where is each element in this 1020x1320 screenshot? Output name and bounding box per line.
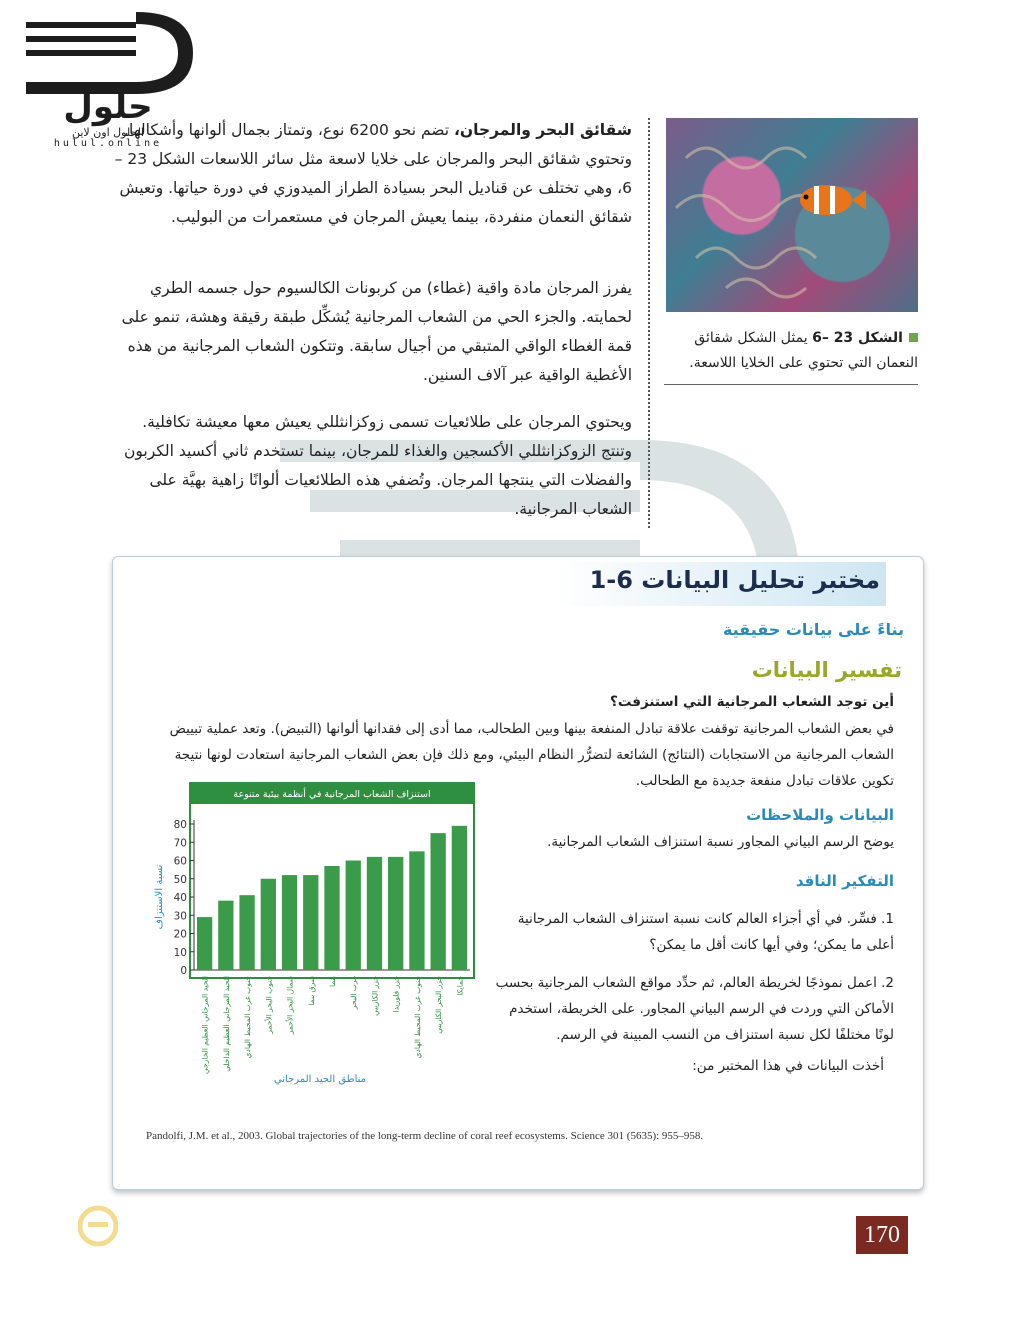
y-tick-label: 0 [180, 965, 187, 977]
x-tick-label: شرق بنما [306, 976, 316, 1006]
x-axis-label: مناطق الحيد المرجاني [273, 1074, 367, 1085]
caption-marker-icon [909, 333, 918, 342]
y-tick-label: 20 [173, 928, 187, 941]
logo-latin: hulul.online [53, 138, 163, 148]
clownfish-icon [666, 118, 918, 312]
depletion-bar-chart [150, 782, 480, 1092]
y-tick-label: 70 [173, 837, 187, 850]
x-tick-label: جنوب غرب المحيط الهادي [243, 976, 253, 1059]
chart-bar [218, 901, 233, 970]
x-tick-label: جنوب غرب المحيط الهادي [412, 976, 422, 1059]
critical-question-1: 1. فسِّر. في أي أجزاء العالم كانت نسبة استنزاف الشعاب المرجانية أعلى ما يمكن؛ وفي أيها كانت أقل ما يمكن؟ [517, 911, 894, 953]
chart-bar [367, 857, 382, 970]
chart-title: استنزاف الشعاب المرجانية في أنظمة بيئية متنوعة [233, 789, 431, 800]
y-tick-label: 50 [173, 873, 187, 886]
x-tick-label: غرب البحر [349, 976, 359, 1010]
x-tick-label: جمايكا [455, 976, 465, 996]
y-tick-label: 40 [173, 892, 187, 904]
chart-bar [409, 851, 424, 970]
y-tick-label: 30 [173, 910, 187, 923]
x-tick-label: الحيد المرجاني العظيم الخارجي [200, 976, 210, 1075]
footer-logo-icon [78, 1196, 118, 1256]
x-tick-label: شمال البحر الأحمر [285, 976, 295, 1035]
intro-text-1: تضم نحو 6200 نوع، وتمتاز بجمال ألوانها وأشكالها. وتحتوي شقائق البحر والمرجان على خلايا لاسعة مثل سائر اللاسعات الشكل 23 –6، وهي تختلف عن قناديل البحر بسيادة الطراز الميدوزي في دورة حياتها. وتعيش شقائق النعمان منفردة، بينما يعيش المرجان في مستعمرات من البوليب. [114, 121, 632, 226]
chart-bar [261, 879, 276, 970]
data-text: يوضح الرسم البياني المجاور نسبة استنزاف الشعاب المرجانية. [547, 834, 894, 850]
caption-label: الشكل 23 –6 [812, 330, 903, 346]
data-source-label: أخذت البيانات في هذا المختبر من: [692, 1058, 884, 1074]
chart-bar [431, 833, 446, 970]
lab-question: أين توجد الشعاب المرجانية التي استنزفت؟ [610, 694, 894, 710]
figure-caption [664, 326, 918, 376]
reference-citation: Pandolfi, J.M. et al., 2003. Global trajectories of the long-term decline of coral reef ecosystems. Science 301 (5635): 955–958. [146, 1130, 704, 1142]
caption-text: يمثل الشكل شقائق النعمان التي تحتوي على الخلايا اللاسعة. [689, 330, 918, 371]
chart-bar [282, 875, 297, 970]
caption-rule [664, 384, 918, 385]
x-tick-label: الحيد المرجاني العظيم الداخلي [221, 976, 231, 1072]
x-tick-label: بنما [328, 976, 337, 987]
y-tick-label: 10 [173, 946, 187, 959]
chart-bar [197, 917, 212, 970]
lab-title: مختبر تحليل البيانات 6-1 [589, 566, 880, 594]
critical-heading: التفكير الناقد [795, 872, 894, 890]
x-tick-label: جزر الكاريبي [370, 976, 380, 1016]
data-heading: البيانات والملاحظات [746, 806, 894, 824]
lab-subtitle: بناءً على بيانات حقيقية [722, 620, 904, 639]
chart-bar [303, 875, 318, 970]
x-tick-label: جزر البحر الكاريبي [434, 976, 444, 1034]
y-axis-label: نسبة الاستنزاف [154, 864, 165, 930]
y-tick-label: 80 [173, 819, 187, 831]
page-number: 170 [856, 1216, 908, 1254]
lab-paragraph: في بعض الشعاب المرجانية توقفت علاقة تبادل المنفعة بينها وبين الطحالب، مما أدى إلى فقدانها ألوانها (التبيض). وتعد عملية تبييض الشعاب المرجانية من الاستجابات (النتائج) الشائعة لتضرُّر النظام البيئي، ومع ذلك فإن بعض الشعاب المرجانية استعادت لونها نتيجة تكوين علاقات تبادل منفعة جديدة مع الطحالب. [169, 721, 894, 789]
chart-bar [239, 895, 254, 970]
intro-bold-term: شقائق البحر والمرجان، [454, 121, 632, 139]
intro-paragraph-1 [112, 116, 632, 232]
x-tick-label: جزر فلوريدا [391, 976, 401, 1013]
x-tick-label: جنوب البحر الأحمر [264, 976, 274, 1034]
logo-brand-text: حلول [63, 87, 153, 127]
chart-bar [346, 861, 361, 971]
logo-tagline: الحلول اون لاين [72, 126, 144, 139]
intro-paragraph-2: يفرز المرجان مادة واقية (غطاء) من كربونات الكالسيوم حول جسمه الطري لحمايته. والجزء الحي من الشعاب المرجانية يُشكِّل طبقة رقيقة وهشة، تنمو على قمة الغطاء الواقي المتبقي من أجيال سابقة. وتتكون الشعاب المرجانية من هذه الأغطية الواقية عبر آلاف السنين. [121, 279, 632, 384]
y-tick-label: 60 [173, 855, 187, 868]
lab-section-heading: تفسير البيانات [751, 658, 902, 682]
chart-bar [388, 857, 403, 970]
clownfish-photo [666, 118, 918, 312]
chart-bar [324, 866, 339, 970]
critical-question-2: 2. اعمل نموذجًا لخريطة العالم، ثم حدِّد مواقع الشعاب المرجانية بحسب الأماكن التي وردت في الرسم البياني المجاور. على الخريطة، استخدم لونًا مختلفًا لكل نسبة استنزاف من النسب المبينة في الرسم. [495, 975, 894, 1043]
column-divider [648, 118, 650, 528]
chart-bar [452, 826, 467, 970]
intro-paragraph-3: ويحتوي المرجان على طلائعيات تسمى زوكزانثللي يعيش معها معيشة تكافلية. وتنتج الزوكزانثللي الأكسجين والغذاء للمرجان، بينما تستخدم ثاني أكسيد الكربون والفضلات التي ينتجها المرجان. وتُضفي هذه الطلائعيات ألوانًا زاهية بهيَّة على الشعاب المرجانية. [124, 413, 632, 518]
